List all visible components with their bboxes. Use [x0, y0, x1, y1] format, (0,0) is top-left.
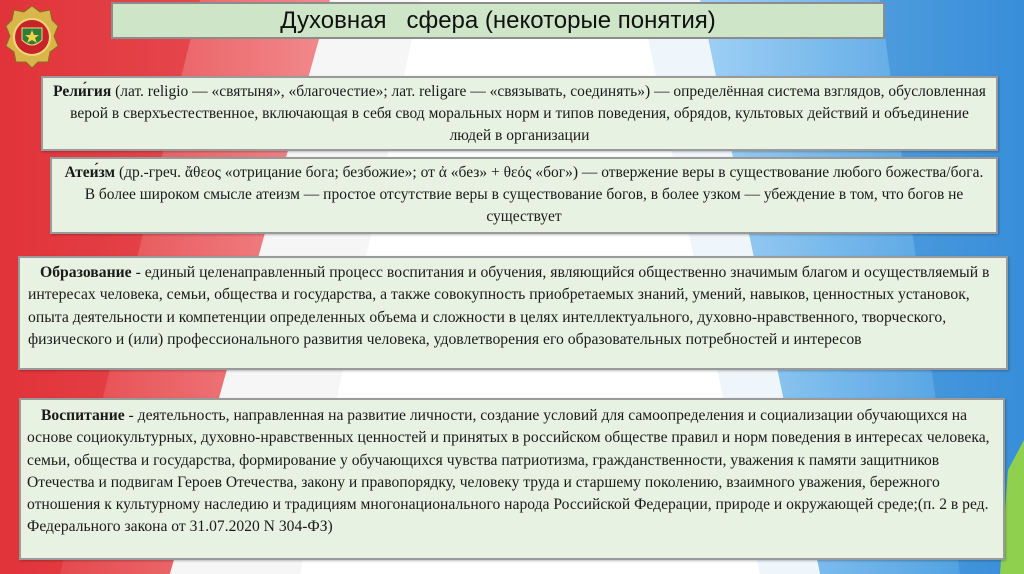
- atheism-term: Атеи́зм: [64, 164, 116, 181]
- religion-definition-box: [41, 76, 998, 151]
- atheism-definition-box: [50, 157, 998, 234]
- upbringing-term: Воспитание: [41, 407, 125, 424]
- page-title: Духовная сфера (некоторые понятия): [111, 2, 885, 39]
- religion-term: Рели́гия: [53, 83, 112, 100]
- education-definition-box: [18, 256, 1008, 370]
- education-text: - единый целенаправленный процесс воспитания и обучения, являющийся общественно значимым благом и осуществляемый в интересах человека, семьи, общества и государства, а также совокупность приобретаемых знаний, умений, навыков, ценностных установок, опыта деятельности и компетенции определенных объема и сложности в целях интеллектуального, духовно-нравственного, творческого, физического и (или) профессионального развития человека, удовлетворения его образовательных потребностей и интересов: [28, 264, 990, 348]
- education-term: Образование: [40, 264, 132, 281]
- upbringing-text: - деятельность, направленная на развитие личности, создание условий для самоопределения и социализации обучающихся на основе социокультурных, духовно-нравственных ценностей и принятых в российском обществе правил и норм поведения в интересах человека, семьи, общества и государства, формирование у обучающихся чувства патриотизма, гражданственности, уважения к памяти защитников Отечества и подвигам Героев Отечества, закону и правопорядку, человеку труда и старшему поколению, взаимного уважения, бережного отношения к культурному наследию и традициям многонационального народа Российской Федерации, природе и окружающей среде;(п. 2 в ред. Федерального закона от 31.07.2020 N 304-ФЗ): [27, 407, 990, 536]
- religion-text: (лат. religio — «святыня», «благочестие»; лат. religare — «связывать, соединять») — определённая система взглядов, обусловленная верой в сверхъестественное, включающая в себя свод моральных норм и типов поведения, обрядов, культовых действий и объединение людей в организации: [70, 83, 986, 145]
- emblem-icon: [4, 4, 60, 70]
- upbringing-definition-box: [19, 398, 1005, 560]
- atheism-text: (др.-греч. ἄθεος «отрицание бога; безбожие»; от ἀ «без» + θεός «бог») — отвержение веры в существование любого божества/бога. В более широком смысле атеизм — простое отсутствие веры в существование богов, в более узком — убеждение в том, что богов не существует: [84, 164, 984, 226]
